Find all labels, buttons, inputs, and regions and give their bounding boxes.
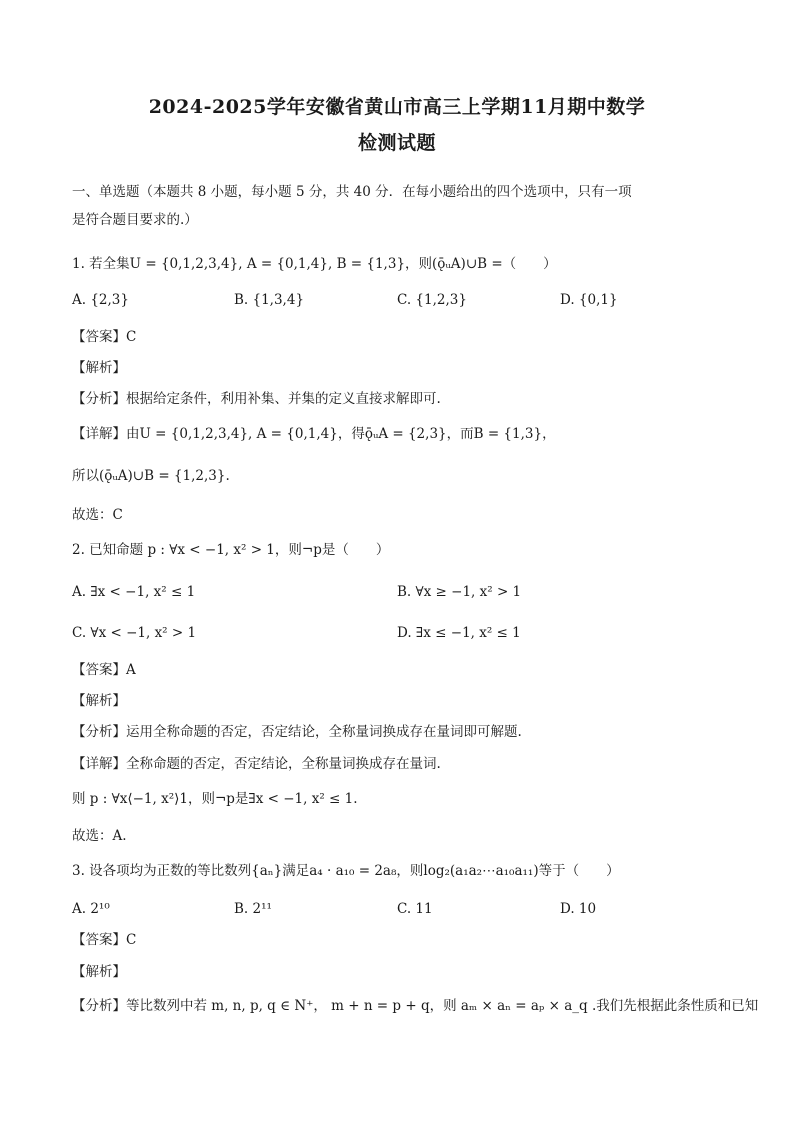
q3-analysis-label: 【解析】 (72, 964, 126, 980)
q2-detail-2: 则 p : ∀x⟨−1, x²⟩1，则¬p是∃x < −1, x² ≤ 1. (72, 791, 358, 807)
q1-choice: 故选：C (72, 507, 123, 523)
q3-option-a: A. 2¹⁰ (72, 901, 110, 917)
q2-option-d: D. ∃x ≤ −1, x² ≤ 1 (397, 625, 521, 641)
q1-fenxi: 【分析】根据给定条件，利用补集、并集的定义直接求解即可. (72, 391, 441, 407)
section-heading-line-1: 一、单选题（本题共 8 小题，每小题 5 分，共 40 分．在每小题给出的四个选项中，只有一项 (72, 184, 632, 200)
q2-choice: 故选：A. (72, 828, 127, 844)
q3-option-d: D. 10 (560, 901, 597, 917)
q2-stem: 2. 已知命题 p : ∀x < −1, x² > 1，则¬p是（ ） (72, 542, 390, 558)
q1-option-b: B. {1,3,4} (234, 292, 305, 308)
q3-stem: 3. 设各项均为正数的等比数列{aₙ}满足a₄ · a₁₀ = 2a₈，则log₂(a₁a₂⋯a₁₀a₁₁)等于（ ） (72, 863, 620, 879)
q3-fenxi: 【分析】等比数列中若 m, n, p, q ∈ N⁺， m + n = p + q，则 aₘ × aₙ = aₚ × a_q .我们先根据此条性质和已知 (72, 998, 759, 1014)
q1-answer: 【答案】C (72, 329, 137, 345)
q2-analysis-label: 【解析】 (72, 693, 126, 709)
q2-detail-1: 【详解】全称命题的否定，否定结论，全称量词换成存在量词. (72, 756, 441, 772)
q2-option-a: A. ∃x < −1, x² ≤ 1 (72, 584, 196, 600)
q1-stem: 1. 若全集U = {0,1,2,3,4}, A = {0,1,4}, B = {1,3}，则(ǭᵤA)∪B =（ ） (72, 256, 557, 272)
q1-option-d: D. {0,1} (560, 292, 618, 308)
title-line-1: 2024-2025学年安徽省黄山市高三上学期11月期中数学 (148, 96, 646, 118)
q1-analysis-label: 【解析】 (72, 360, 126, 376)
q1-option-c: C. {1,2,3} (397, 292, 467, 308)
q1-detail-2: 所以(ǭᵤA)∪B = {1,2,3}. (72, 468, 230, 484)
q2-option-c: C. ∀x < −1, x² > 1 (72, 625, 197, 641)
q3-option-b: B. 2¹¹ (234, 901, 272, 917)
q1-option-a: A. {2,3} (72, 292, 129, 308)
q1-detail-1: 【详解】由U = {0,1,2,3,4}, A = {0,1,4}，得ǭᵤA = {2,3}，而B = {1,3}， (72, 426, 556, 442)
q2-fenxi: 【分析】运用全称命题的否定，否定结论，全称量词换成存在量词即可解题. (72, 724, 522, 740)
q3-answer: 【答案】C (72, 932, 137, 948)
q2-option-b: B. ∀x ≥ −1, x² > 1 (397, 584, 522, 600)
section-heading-line-2: 是符合题目要求的.） (72, 212, 198, 228)
q2-answer: 【答案】A (72, 662, 136, 678)
title-line-2: 检测试题 (357, 132, 436, 154)
q3-option-c: C. 11 (397, 901, 433, 917)
